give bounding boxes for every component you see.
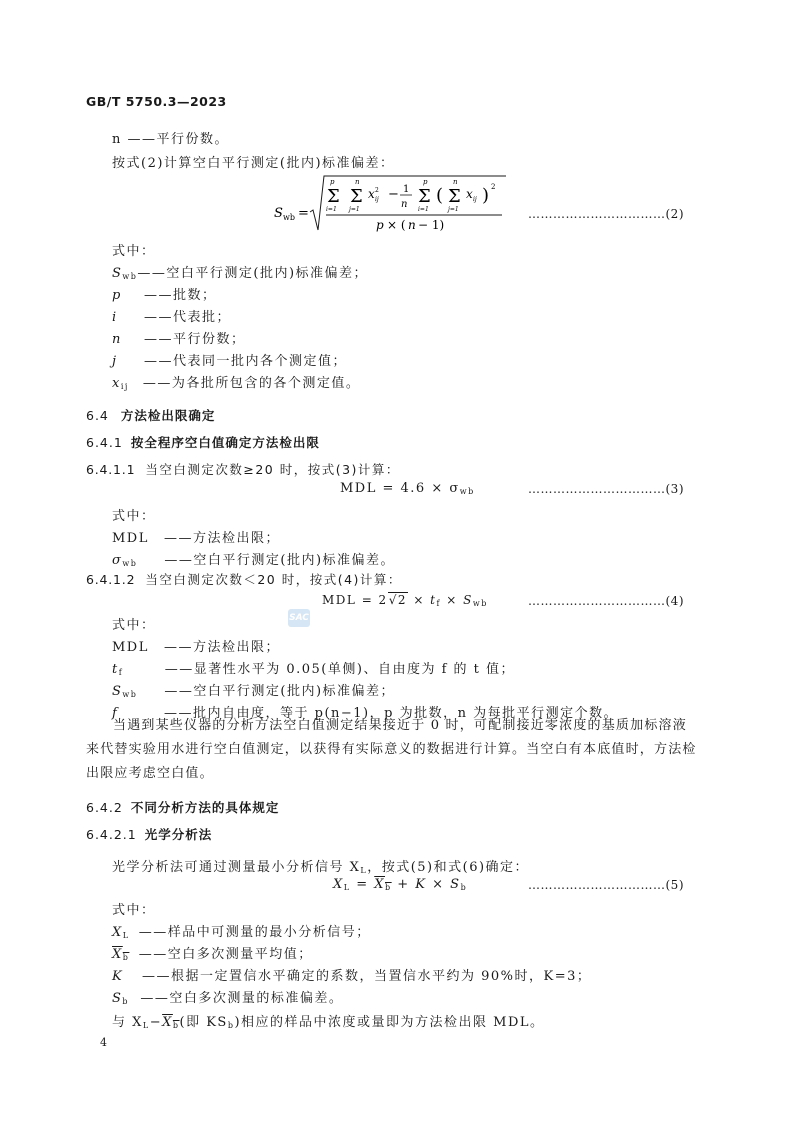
- where-label: 式中：: [112, 618, 156, 633]
- svg-text:Σ: Σ: [327, 186, 340, 207]
- def-tf: tf ——显著性水平为 0.05(单侧)、自由度为 f 的 t 值；: [112, 662, 516, 677]
- def-i: i ——代表批；: [112, 310, 232, 325]
- svg-text:n: n: [408, 218, 416, 232]
- svg-text:i=1: i=1: [326, 206, 337, 213]
- svg-text:−: −: [388, 187, 399, 202]
- section-6-4-2-1-heading: 6.4.2.1 光学分析法: [86, 827, 213, 842]
- section-6-4-1-heading: 6.4.1 按全程序空白值确定方法检出限: [86, 435, 320, 450]
- def-n: n ——平行份数；: [112, 332, 246, 347]
- svg-text:× (: × (: [387, 218, 406, 232]
- def-sigma-wb: σwb ——空白平行测定(批内)标准偏差。: [112, 553, 396, 568]
- def-p: p ——批数；: [112, 288, 217, 303]
- final-statement: 与 $XL-\overline{X}\overline{b}$(即 KSb)相应的样品中浓度或量即为方法检出限 MDL。: [112, 1015, 545, 1030]
- section-6-4-1-1: 6.4.1.1 当空白测定次数≥20 时，按式(3)计算：: [86, 462, 400, 477]
- svg-text:ij: ij: [473, 196, 477, 203]
- def-f: f ——批内自由度，等于 p(n−1)，p 为批数，n 为每批平行测定个数。: [112, 706, 619, 721]
- formula4-equation: MDL = 2√2 × tf × Swb: [322, 593, 488, 608]
- svg-text:1: 1: [403, 184, 410, 195]
- svg-text:S: S: [274, 206, 283, 221]
- svg-text:=: =: [298, 206, 309, 221]
- svg-text:n: n: [453, 178, 458, 186]
- where-label: 式中：: [112, 509, 156, 524]
- blank-value-paragraph: 当遇到某些仪器的分析方法空白值测定结果接近于 0 时，可配制接近零浓度的基质加标溶液来代替实验用水进行空白值测定，以获得有实际意义的数据进行计算。当空白有本底值时，方法检出限应考虑空白值。: [86, 718, 697, 781]
- svg-text:j=1: j=1: [448, 206, 459, 213]
- def-j: j ——代表同一批内各个测定值；: [112, 354, 348, 369]
- formula3-tag: ……………………………(3): [528, 482, 684, 496]
- svg-text:2: 2: [375, 187, 379, 194]
- svg-text:Σ: Σ: [350, 186, 363, 207]
- formula4-tag: ……………………………(4): [528, 594, 684, 608]
- section-6-4-2-heading: 6.4.2 不同分析方法的具体规定: [86, 800, 280, 815]
- def-sb: Sb ——空白多次测量的标准偏差。: [112, 991, 344, 1006]
- page-number: 4: [100, 1036, 107, 1049]
- def-xl: XL ——样品中可测量的最小分析信号；: [112, 925, 371, 940]
- svg-text:n: n: [355, 178, 360, 186]
- svg-text:p: p: [423, 178, 428, 186]
- standard-code: GB/T 5750.3—2023: [86, 94, 227, 109]
- svg-text:): ): [482, 185, 490, 206]
- formula2-denominator: p: [376, 218, 384, 232]
- where-label: 式中：: [112, 903, 156, 918]
- svg-text:wb: wb: [283, 213, 295, 222]
- def-swb-2: Swb ——空白平行测定(批内)标准偏差；: [112, 684, 396, 699]
- def-mdl-2: MDL ——方法检出限；: [112, 640, 281, 655]
- formula2-intro: 按式(2)计算空白平行测定(批内)标准偏差：: [112, 156, 395, 171]
- sac-watermark-logo: SAC: [288, 609, 310, 627]
- section-6-4-1-2: 6.4.1.2 当空白测定次数＜20 时，按式(4)计算：: [86, 572, 402, 587]
- formula2-tag: ……………………………(2): [528, 207, 684, 221]
- svg-text:(: (: [436, 185, 444, 206]
- svg-text:Σ: Σ: [418, 186, 431, 207]
- top-n-definition: n ——平行份数。: [112, 132, 230, 147]
- formula3-equation: MDL = 4.6 × σwb: [340, 481, 475, 496]
- svg-text:j=1: j=1: [349, 206, 360, 213]
- def-swb: Swb——空白平行测定(批内)标准偏差；: [112, 266, 369, 281]
- svg-text:x: x: [368, 187, 375, 201]
- svg-text:n: n: [401, 199, 408, 210]
- svg-text:Σ: Σ: [448, 186, 461, 207]
- svg-text:− 1): − 1): [418, 218, 445, 232]
- def-k: K ——根据一定置信水平确定的系数，当置信水平约为 90%时，K=3；: [112, 969, 592, 984]
- formula5-tag: ……………………………(5): [528, 878, 684, 892]
- formula2-equation: [270, 172, 520, 234]
- formula5-intro: 光学分析法可通过测量最小分析信号 XL，按式(5)和式(6)确定：: [112, 860, 530, 875]
- def-xb: $\overline{X}\overline{b}$ ——空白多次测量平均值；: [112, 947, 313, 962]
- def-mdl: MDL ——方法检出限；: [112, 531, 281, 546]
- svg-text:i=1: i=1: [418, 206, 429, 213]
- formula5-equation: XL = $\overline{X}\overline{b} + K \times Sb$: [333, 877, 468, 892]
- def-xij: xij ——为各批所包含的各个测定值。: [112, 376, 361, 391]
- svg-text:2: 2: [491, 183, 496, 191]
- section-6-4-heading: 6.4 方法检出限确定: [86, 408, 216, 423]
- svg-text:ij: ij: [375, 196, 379, 203]
- svg-text:x: x: [466, 187, 473, 201]
- where-label: 式中：: [112, 244, 156, 259]
- svg-text:p: p: [330, 178, 335, 186]
